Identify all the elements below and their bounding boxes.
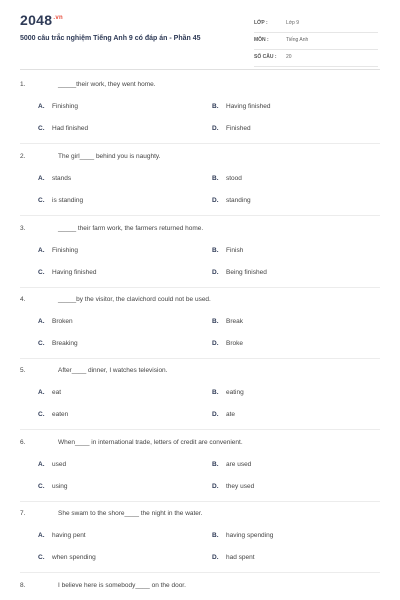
- option-b[interactable]: B. Break: [212, 318, 243, 325]
- option-c[interactable]: C. when spending: [38, 554, 96, 561]
- question-divider: [20, 501, 380, 502]
- meta-key: MÔN :: [254, 37, 269, 43]
- option-a[interactable]: A. stands: [38, 175, 72, 182]
- meta-info: [254, 16, 378, 67]
- option-a[interactable]: A. eat: [38, 389, 62, 396]
- question-divider: [20, 572, 380, 573]
- question-number: 3.: [20, 225, 26, 232]
- question-divider: [20, 429, 380, 430]
- question-text: The girl____ behind you is naughty.: [58, 153, 161, 160]
- option-d[interactable]: D. ate: [212, 411, 236, 418]
- question-number: 7.: [20, 510, 26, 517]
- question-number: 5.: [20, 367, 26, 374]
- header-divider: [20, 69, 380, 70]
- option-d[interactable]: D. Broke: [212, 340, 243, 347]
- option-c[interactable]: C. eaten: [38, 411, 69, 418]
- meta-value: 20: [286, 54, 292, 60]
- meta-row-subject: [254, 33, 378, 50]
- option-c[interactable]: C. using: [38, 483, 68, 490]
- question-text: I believe here is somebody____ on the door.: [58, 582, 186, 589]
- option-a[interactable]: A. used: [38, 461, 67, 468]
- option-d[interactable]: D. Finished: [212, 125, 251, 132]
- question-divider: [20, 287, 380, 288]
- question-divider: [20, 143, 380, 144]
- question-number: 8.: [20, 582, 26, 589]
- meta-row-class: [254, 16, 378, 33]
- meta-key: SỐ CÂU :: [254, 54, 277, 60]
- option-b[interactable]: B. stood: [212, 175, 242, 182]
- question-text: When____ in international trade, letters of credit are convenient.: [58, 439, 243, 446]
- meta-value: Lớp 9: [286, 20, 300, 26]
- site-logo[interactable]: [20, 12, 63, 28]
- option-c[interactable]: C. Had finished: [38, 125, 89, 132]
- question-text: She swam to the shore____ the night in the water.: [58, 510, 203, 517]
- question-text: _____their work, they went home.: [58, 81, 156, 88]
- option-c[interactable]: C. Having finished: [38, 269, 97, 276]
- question-divider: [20, 358, 380, 359]
- option-d[interactable]: D. they used: [212, 483, 255, 490]
- question-text: _____ their farm work, the farmers returned home.: [58, 225, 204, 232]
- meta-key: LỚP :: [254, 20, 268, 26]
- option-b[interactable]: B. having spending: [212, 532, 274, 539]
- logo-suffix: .vn: [53, 15, 63, 22]
- option-c[interactable]: C. is standing: [38, 197, 84, 204]
- option-c[interactable]: C. Breaking: [38, 340, 78, 347]
- logo-text: 2048: [20, 12, 53, 28]
- option-a[interactable]: A. Broken: [38, 318, 73, 325]
- question-number: 6.: [20, 439, 26, 446]
- option-d[interactable]: D. Being finished: [212, 269, 267, 276]
- meta-value: Tiếng Anh: [286, 37, 309, 43]
- question-text: After____ dinner, I watches television.: [58, 367, 168, 374]
- option-b[interactable]: B. Having finished: [212, 103, 271, 110]
- option-b[interactable]: B. eating: [212, 389, 244, 396]
- option-a[interactable]: A. Finishing: [38, 103, 79, 110]
- question-number: 2.: [20, 153, 26, 160]
- meta-row-count: [254, 50, 378, 67]
- option-d[interactable]: D. had spent: [212, 554, 255, 561]
- question-text: _____by the visitor, the clavichord could not be used.: [58, 296, 211, 303]
- option-a[interactable]: A. Finishing: [38, 247, 79, 254]
- question-number: 4.: [20, 296, 26, 303]
- option-b[interactable]: B. are used: [212, 461, 252, 468]
- option-a[interactable]: A. having pent: [38, 532, 86, 539]
- option-d[interactable]: D. standing: [212, 197, 251, 204]
- question-divider: [20, 215, 380, 216]
- page-title: 5000 câu trắc nghiệm Tiếng Anh 9 có đáp án - Phần 45: [20, 35, 201, 42]
- option-b[interactable]: B. Finish: [212, 247, 244, 254]
- question-number: 1.: [20, 81, 26, 88]
